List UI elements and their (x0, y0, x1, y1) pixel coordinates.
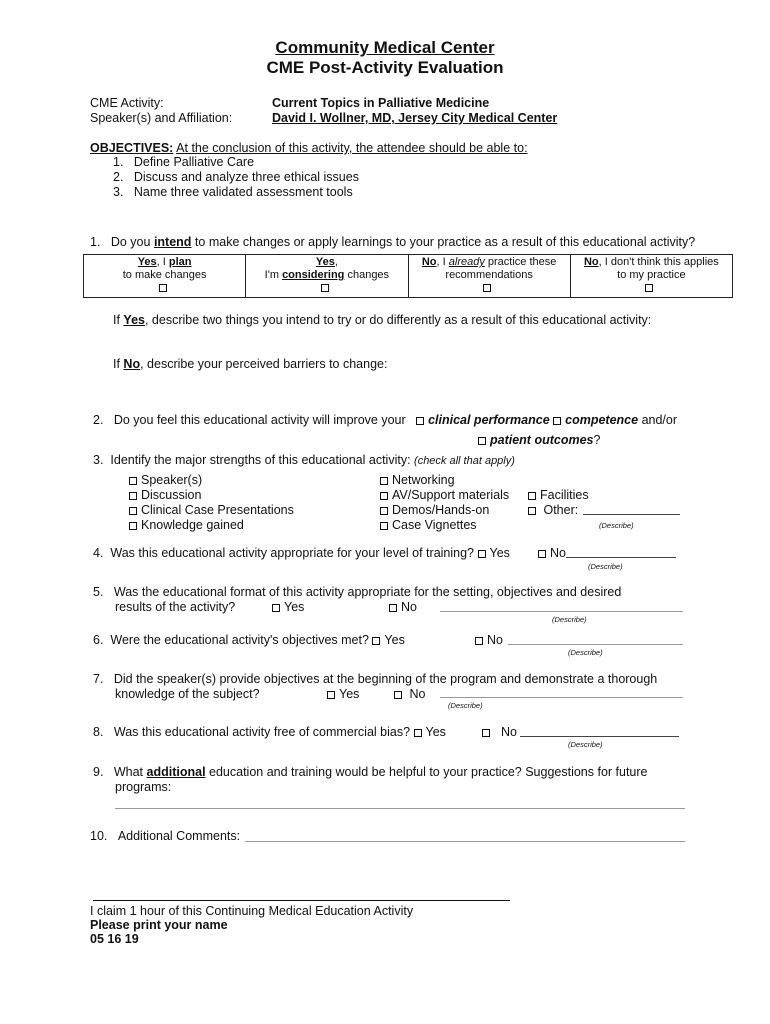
q3-option: Demos/Hands-on (380, 503, 509, 518)
q3-option: Case Vignettes (380, 518, 509, 533)
q2-clinical-checkbox[interactable] (416, 417, 424, 425)
q6-describe-hint: (Describe) (568, 648, 603, 657)
q8-describe-input[interactable] (520, 736, 679, 737)
q2-competence-checkbox[interactable] (553, 417, 561, 425)
q1-not-apply-checkbox[interactable] (645, 284, 653, 292)
print-name-label: Please print your name (90, 918, 228, 932)
q6-describe-input[interactable] (508, 644, 683, 645)
q1-option-plan: Yes, I plan to make changes (84, 255, 246, 298)
activity-label: CME Activity: (90, 96, 164, 110)
checkbox[interactable] (380, 477, 388, 485)
q9-line2: programs: (115, 780, 172, 794)
q7-describe-input[interactable] (440, 697, 683, 698)
checkbox[interactable] (129, 492, 137, 500)
checkbox[interactable] (528, 507, 536, 515)
q3-option: Knowledge gained (129, 518, 294, 533)
q7-no-checkbox[interactable] (394, 691, 402, 699)
q3-column-2 (380, 473, 509, 533)
q6-no-checkbox[interactable] (475, 637, 483, 645)
q3-facilities: Facilities (528, 488, 589, 502)
question-9: 9. What additional education and training would be helpful to your practice? Suggestions for future (93, 765, 648, 779)
q1-if-yes: If Yes, describe two things you intend to try or do differently as a result of this educational activity: (113, 313, 652, 327)
question-8: 8. Was this educational activity free of commercial bias? Yes (93, 725, 446, 739)
q4-describe-input[interactable] (566, 557, 676, 558)
q8-no-checkbox[interactable] (482, 729, 490, 737)
question-2: 2. Do you feel this educational activity will improve your clinical performance competence and/or (93, 413, 678, 427)
q5-describe-hint: (Describe) (552, 615, 587, 624)
question-6: 6. Were the educational activity's objectives met? Yes (93, 633, 405, 647)
speaker-label: Speaker(s) and Affiliation: (90, 111, 233, 125)
q10-comments-input[interactable] (245, 841, 685, 842)
q5-line2: results of the activity? (115, 600, 236, 614)
q4-describe-hint: (Describe) (588, 562, 623, 571)
q4-yes-checkbox[interactable] (478, 550, 486, 558)
question-3: 3. Identify the major strengths of this educational activity: (check all that apply) (93, 453, 515, 467)
q7-yes-checkbox[interactable] (327, 691, 335, 699)
checkbox[interactable] (129, 477, 137, 485)
checkbox[interactable] (528, 492, 536, 500)
q1-options-table (83, 254, 733, 298)
checkbox[interactable] (129, 522, 137, 530)
question-4: 4. Was this educational activity appropriate for your level of training? Yes (93, 546, 510, 560)
q1-considering-checkbox[interactable] (321, 284, 329, 292)
q4-no: No (538, 546, 566, 560)
speaker-value: David I. Wollner, MD, Jersey City Medical Center (272, 111, 558, 125)
q3-option: AV/Support materials (380, 488, 509, 503)
objectives-label: OBJECTIVES: (90, 141, 174, 155)
q7-line2: knowledge of the subject? (115, 687, 260, 701)
q8-describe-hint: (Describe) (568, 740, 603, 749)
q3-option: Networking (380, 473, 509, 488)
q1-if-no: If No, describe your perceived barriers to change: (113, 357, 388, 371)
objectives-heading (90, 141, 528, 155)
q3-column-1 (129, 473, 294, 533)
q5-yes-checkbox[interactable] (272, 604, 280, 612)
form-title: Community Medical Center (275, 38, 495, 57)
form-subtitle: CME Post-Activity Evaluation (266, 58, 504, 77)
q5-no-checkbox[interactable] (389, 604, 397, 612)
q5-no: No (389, 600, 417, 614)
q6-yes-checkbox[interactable] (372, 637, 380, 645)
activity-value: Current Topics in Palliative Medicine (272, 96, 490, 110)
q3-option: Discussion (129, 488, 294, 503)
objectives-intro: At the conclusion of this activity, the attendee should be able to: (176, 141, 528, 155)
objective-item: 2. Discuss and analyze three ethical issues (113, 170, 359, 184)
q1-option-considering: Yes, I'm considering changes (246, 255, 408, 298)
objective-item: 1. Define Palliative Care (113, 155, 255, 169)
claim-text: I claim 1 hour of this Continuing Medical Education Activity (90, 904, 414, 918)
q3-option: Speaker(s) (129, 473, 294, 488)
checkbox[interactable] (380, 507, 388, 515)
q3-option: Clinical Case Presentations (129, 503, 294, 518)
question-10: 10. Additional Comments: (90, 829, 241, 843)
q3-other: Other: (528, 503, 578, 517)
q1-plan-checkbox[interactable] (159, 284, 167, 292)
signature-line[interactable] (93, 900, 510, 901)
q6-no: No (475, 633, 503, 647)
q4-no-checkbox[interactable] (538, 550, 546, 558)
q7-no: No (394, 687, 425, 701)
q5-describe-input[interactable] (440, 611, 683, 612)
question-5: 5. Was the educational format of this activity appropriate for the setting, objectives and desired (93, 585, 622, 599)
q8-no: No (482, 725, 517, 739)
q8-yes-checkbox[interactable] (414, 729, 422, 737)
question-7: 7. Did the speaker(s) provide objectives at the beginning of the program and demonstrate a thorough (93, 672, 658, 686)
q2-line2: patient outcomes? (478, 433, 600, 447)
question-1: 1. Do you intend to make changes or apply learnings to your practice as a result of this educational activity? (90, 235, 696, 249)
q5-yes: Yes (272, 600, 304, 614)
q1-option-not-apply: No, I don't think this applies to my practice (570, 255, 732, 298)
q7-describe-hint: (Describe) (448, 701, 483, 710)
q3-describe-hint: (Describe) (599, 521, 634, 530)
form-date: 05 16 19 (90, 932, 139, 946)
q3-other-input[interactable] (583, 514, 680, 515)
q2-outcomes-checkbox[interactable] (478, 437, 486, 445)
q1-already-checkbox[interactable] (483, 284, 491, 292)
q1-option-already: No, I already practice these recommendations (408, 255, 570, 298)
objective-item: 3. Name three validated assessment tools (113, 185, 353, 199)
checkbox[interactable] (380, 492, 388, 500)
checkbox[interactable] (380, 522, 388, 530)
q7-yes: Yes (327, 687, 359, 701)
checkbox[interactable] (129, 507, 137, 515)
q9-answer-input[interactable] (115, 808, 685, 809)
